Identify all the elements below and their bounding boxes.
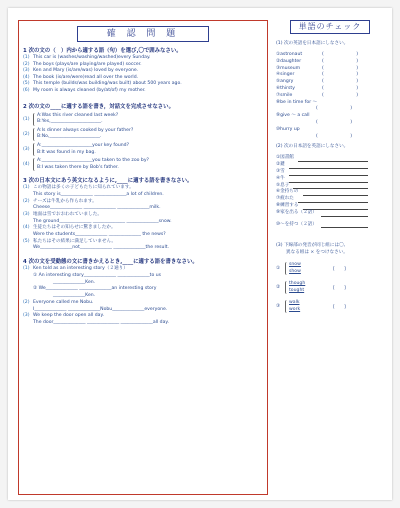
paren-open: (	[322, 85, 324, 91]
dialogue-item	[23, 113, 263, 126]
vocab-jp-word: ②鍵	[276, 162, 285, 168]
vocab-word: ⑦smile	[276, 92, 293, 98]
paren-close: )	[356, 58, 358, 64]
vocab-jp-word: ③雪	[276, 168, 285, 174]
vocab-word: ⑤angry	[276, 79, 294, 85]
s3-num: (1)	[23, 185, 30, 191]
vocab-jp-item	[276, 203, 384, 210]
vocab-jp-item	[276, 155, 384, 162]
vocab-word: ②daughter	[276, 58, 302, 64]
s3-item	[23, 212, 263, 219]
dialogue-line-b: B:I was taken there by Bob's father.	[37, 164, 119, 170]
paren-open: (	[316, 133, 318, 139]
vocab-answer-parens	[276, 120, 384, 127]
s2-num: (4)	[23, 162, 30, 168]
vocab-item	[276, 59, 384, 66]
pron-num: ②	[276, 285, 281, 291]
s3-english: This story is______________ ______________a lot of children.	[33, 191, 164, 197]
paren-open: (	[322, 92, 324, 98]
s1-item	[23, 55, 263, 62]
s1-text: Ken and Mary (is/are/was) loved by everyone.	[33, 68, 139, 74]
vocab-jp-word: ⑩～を持つ（２語）	[276, 221, 317, 227]
s1-text: My room is always cleaned (by/at/of) my mother.	[33, 87, 146, 93]
s3-english: Were the students______________ ______________ the news?	[33, 232, 166, 238]
section-1-heading: 1 次の文の（ ）内から適する語（句）を選び,〇で囲みなさい。	[23, 48, 182, 54]
vocab-jp-word: ④牛	[276, 175, 285, 181]
s1-item	[23, 68, 263, 75]
s1-text: This car is (washes/washing/washed)every Sunday.	[33, 55, 151, 60]
vocab-word: ⑩hurry up	[276, 126, 300, 132]
vocab-jp-word: ①図書館	[276, 155, 294, 161]
s4-num: (2)	[23, 300, 30, 306]
pronunciation-pair	[276, 300, 384, 313]
s3-num: (4)	[23, 225, 30, 231]
paren-open: (	[322, 52, 324, 57]
section-2-heading: 2 次の文の____に適する語を書き，対話文を完成させなさい。	[23, 103, 174, 110]
s4-original: Ken told as an interesting story（２通り）	[33, 266, 128, 272]
s1-num: (5)	[23, 81, 30, 87]
paren-open: (	[316, 119, 318, 125]
s3-japanese: 私たちはその結果に満足していません。	[33, 238, 116, 244]
paren-close: )	[350, 119, 352, 125]
s3-item	[23, 185, 263, 192]
vocab-check-panel	[274, 20, 386, 495]
pron-num: ①	[276, 266, 281, 272]
vocab-word: ⑨give ～ a call	[276, 113, 310, 119]
section-4-heading: 4 次の文を受動態の文に書きかえるとき,____に適する語を書きなさい。	[23, 259, 198, 266]
pronunciation-pair	[276, 262, 384, 275]
s1-text: The boys (plays/are playing/are played) soccer.	[33, 61, 142, 67]
s3-japanese: この物語は多くの子どもたちに知られています。	[33, 185, 134, 191]
dialogue-item	[23, 158, 263, 171]
pron-answer-box: [ ]	[333, 304, 346, 310]
vocab-phrase	[276, 127, 384, 134]
review-title: 確 認 問 題	[77, 26, 209, 42]
vocab-word: ⑧be in time for ～	[276, 99, 318, 105]
s3-english: Cheese______________ ______________ ______________milk.	[33, 205, 161, 211]
s1-item	[23, 81, 263, 88]
s4-answer-line: ① An interesting story______________ ______________to us	[33, 272, 162, 278]
s4-num: (1)	[23, 266, 30, 272]
paren-open: (	[322, 58, 324, 64]
s4-answer-line: ______________Ken.	[53, 279, 96, 285]
dialogue-line-a: A:Was this river cleaned last week?	[37, 112, 119, 118]
pron-word: work	[289, 306, 301, 312]
dialogue-line-b: B:It was found in my bag.	[37, 149, 96, 155]
s3-num: (5)	[23, 238, 30, 244]
vocab-q1-heading: (1) 次の英語を日本語にしなさい。	[276, 41, 349, 46]
vocab-jp-item	[276, 222, 384, 229]
vocab-jp-word: ⑤息子	[276, 182, 290, 188]
vocab-q2-heading: (2) 次の日本語を英語にしなさい。	[276, 144, 349, 150]
vocab-jp-item	[276, 176, 384, 183]
vocab-word: ③museum	[276, 65, 301, 71]
paren-open: (	[322, 65, 324, 71]
dialogue-line-b: B:Yes,______________________.	[37, 119, 103, 125]
vocab-title: 単語のチェック	[290, 20, 370, 34]
paren-close: )	[356, 85, 358, 91]
s3-english: We______________not______________ ______________the result.	[33, 245, 170, 251]
pron-word: snow	[289, 262, 301, 268]
dialogue-item	[23, 128, 263, 141]
paren-close: )	[350, 133, 352, 139]
pron-num: ③	[276, 304, 281, 310]
s4-original: Everyone called me Nobu.	[33, 300, 94, 306]
s1-num: (1)	[23, 55, 30, 60]
review-questions-panel	[18, 20, 268, 495]
vocab-q3-heading: (3) 下線部の発音が同じ組には〇,	[276, 243, 346, 249]
vocab-item	[276, 93, 384, 100]
s4-answer-line: The door______________ ______________ ______________all day.	[33, 320, 169, 326]
s3-japanese: 地面は雪でおおわれていました。	[33, 212, 102, 218]
section-3-heading: 3 次の日本文にあう英文になるように,____に適する語を書きなさい。	[23, 178, 193, 185]
dialogue-line-a: A:______________________your key found?	[37, 142, 130, 148]
vocab-phrase	[276, 100, 384, 107]
s3-english: The ground______________ ______________ ______________snow.	[33, 218, 172, 224]
s3-num: (2)	[23, 198, 30, 204]
pron-word: walk	[289, 300, 300, 306]
s4-item	[23, 266, 263, 273]
paren-open: (	[322, 79, 324, 85]
pron-word: tought	[289, 287, 305, 293]
s1-num: (4)	[23, 74, 30, 80]
vocab-item	[276, 79, 384, 86]
vocab-jp-item	[276, 210, 384, 217]
s2-num: (1)	[23, 116, 30, 122]
pron-answer-box: [ ]	[333, 266, 346, 272]
vocab-word: ①astronaut	[276, 52, 303, 57]
vocab-word: ④singer	[276, 72, 295, 78]
s3-num: (3)	[23, 212, 30, 218]
s4-item	[23, 300, 263, 307]
vocab-item	[276, 52, 384, 59]
vocab-item	[276, 86, 384, 93]
s4-answer-line: ______________Ken.	[53, 293, 96, 299]
s1-num: (2)	[23, 61, 30, 67]
paren-close: )	[356, 65, 358, 71]
s1-item	[23, 88, 263, 95]
vocab-jp-item	[276, 169, 384, 176]
dialogue-line-b: B:No,______________________.	[37, 134, 102, 140]
vocab-answer-parens	[276, 134, 384, 141]
vocab-q3-heading-2: 異なる組は × をつけなさい。	[286, 250, 348, 256]
paren-close: )	[356, 72, 358, 78]
paren-close: )	[350, 106, 352, 112]
vocab-jp-word: ⑥金持ちの	[276, 189, 299, 195]
paren-close: )	[356, 52, 358, 57]
dialogue-line-a: A:Is dinner always cooked by your father?	[37, 127, 134, 133]
s4-answer-line: I______________ ______________Nobu______________everyone.	[33, 306, 168, 312]
s2-num: (3)	[23, 147, 30, 153]
dialogue-line-a: A:______________________you taken to the zoo by?	[37, 158, 149, 164]
paren-open: (	[316, 106, 318, 112]
s1-text: The book (is/are/were)read all over the world.	[33, 74, 139, 80]
paren-open: (	[322, 72, 324, 78]
pronunciation-pair	[276, 281, 384, 294]
worksheet-page	[8, 8, 392, 500]
s3-japanese: 生徒たちはその知らせに驚きましたか。	[33, 225, 116, 231]
dialogue-item	[23, 143, 263, 156]
s1-num: (3)	[23, 68, 30, 74]
pron-word: though	[289, 281, 306, 287]
vocab-jp-word: ⑧練習する	[276, 202, 299, 208]
s2-num: (2)	[23, 131, 30, 137]
pron-word: show	[289, 268, 301, 274]
paren-close: )	[356, 79, 358, 85]
paren-close: )	[356, 92, 358, 98]
pron-answer-box: [ ]	[333, 285, 346, 291]
s1-num: (6)	[23, 87, 30, 93]
s3-japanese: チーズは牛乳から作られます。	[33, 198, 97, 204]
vocab-jp-word: ⑦疲れた	[276, 196, 294, 202]
vocab-jp-word: ⑨家を出る（２語）	[276, 209, 317, 215]
vocab-word: ⑥thirsty	[276, 85, 295, 91]
vocab-jp-item	[276, 162, 384, 169]
s4-num: (3)	[23, 313, 30, 319]
s1-text: This temple (builds/was building/was built) about 500 years ago.	[33, 81, 182, 87]
vocab-phrase	[276, 113, 384, 120]
s4-original: We keep the door open all day.	[33, 313, 104, 319]
vocab-jp-item	[276, 196, 384, 203]
s4-answer-line: ② We______________ ______________an interesting story	[33, 286, 157, 292]
